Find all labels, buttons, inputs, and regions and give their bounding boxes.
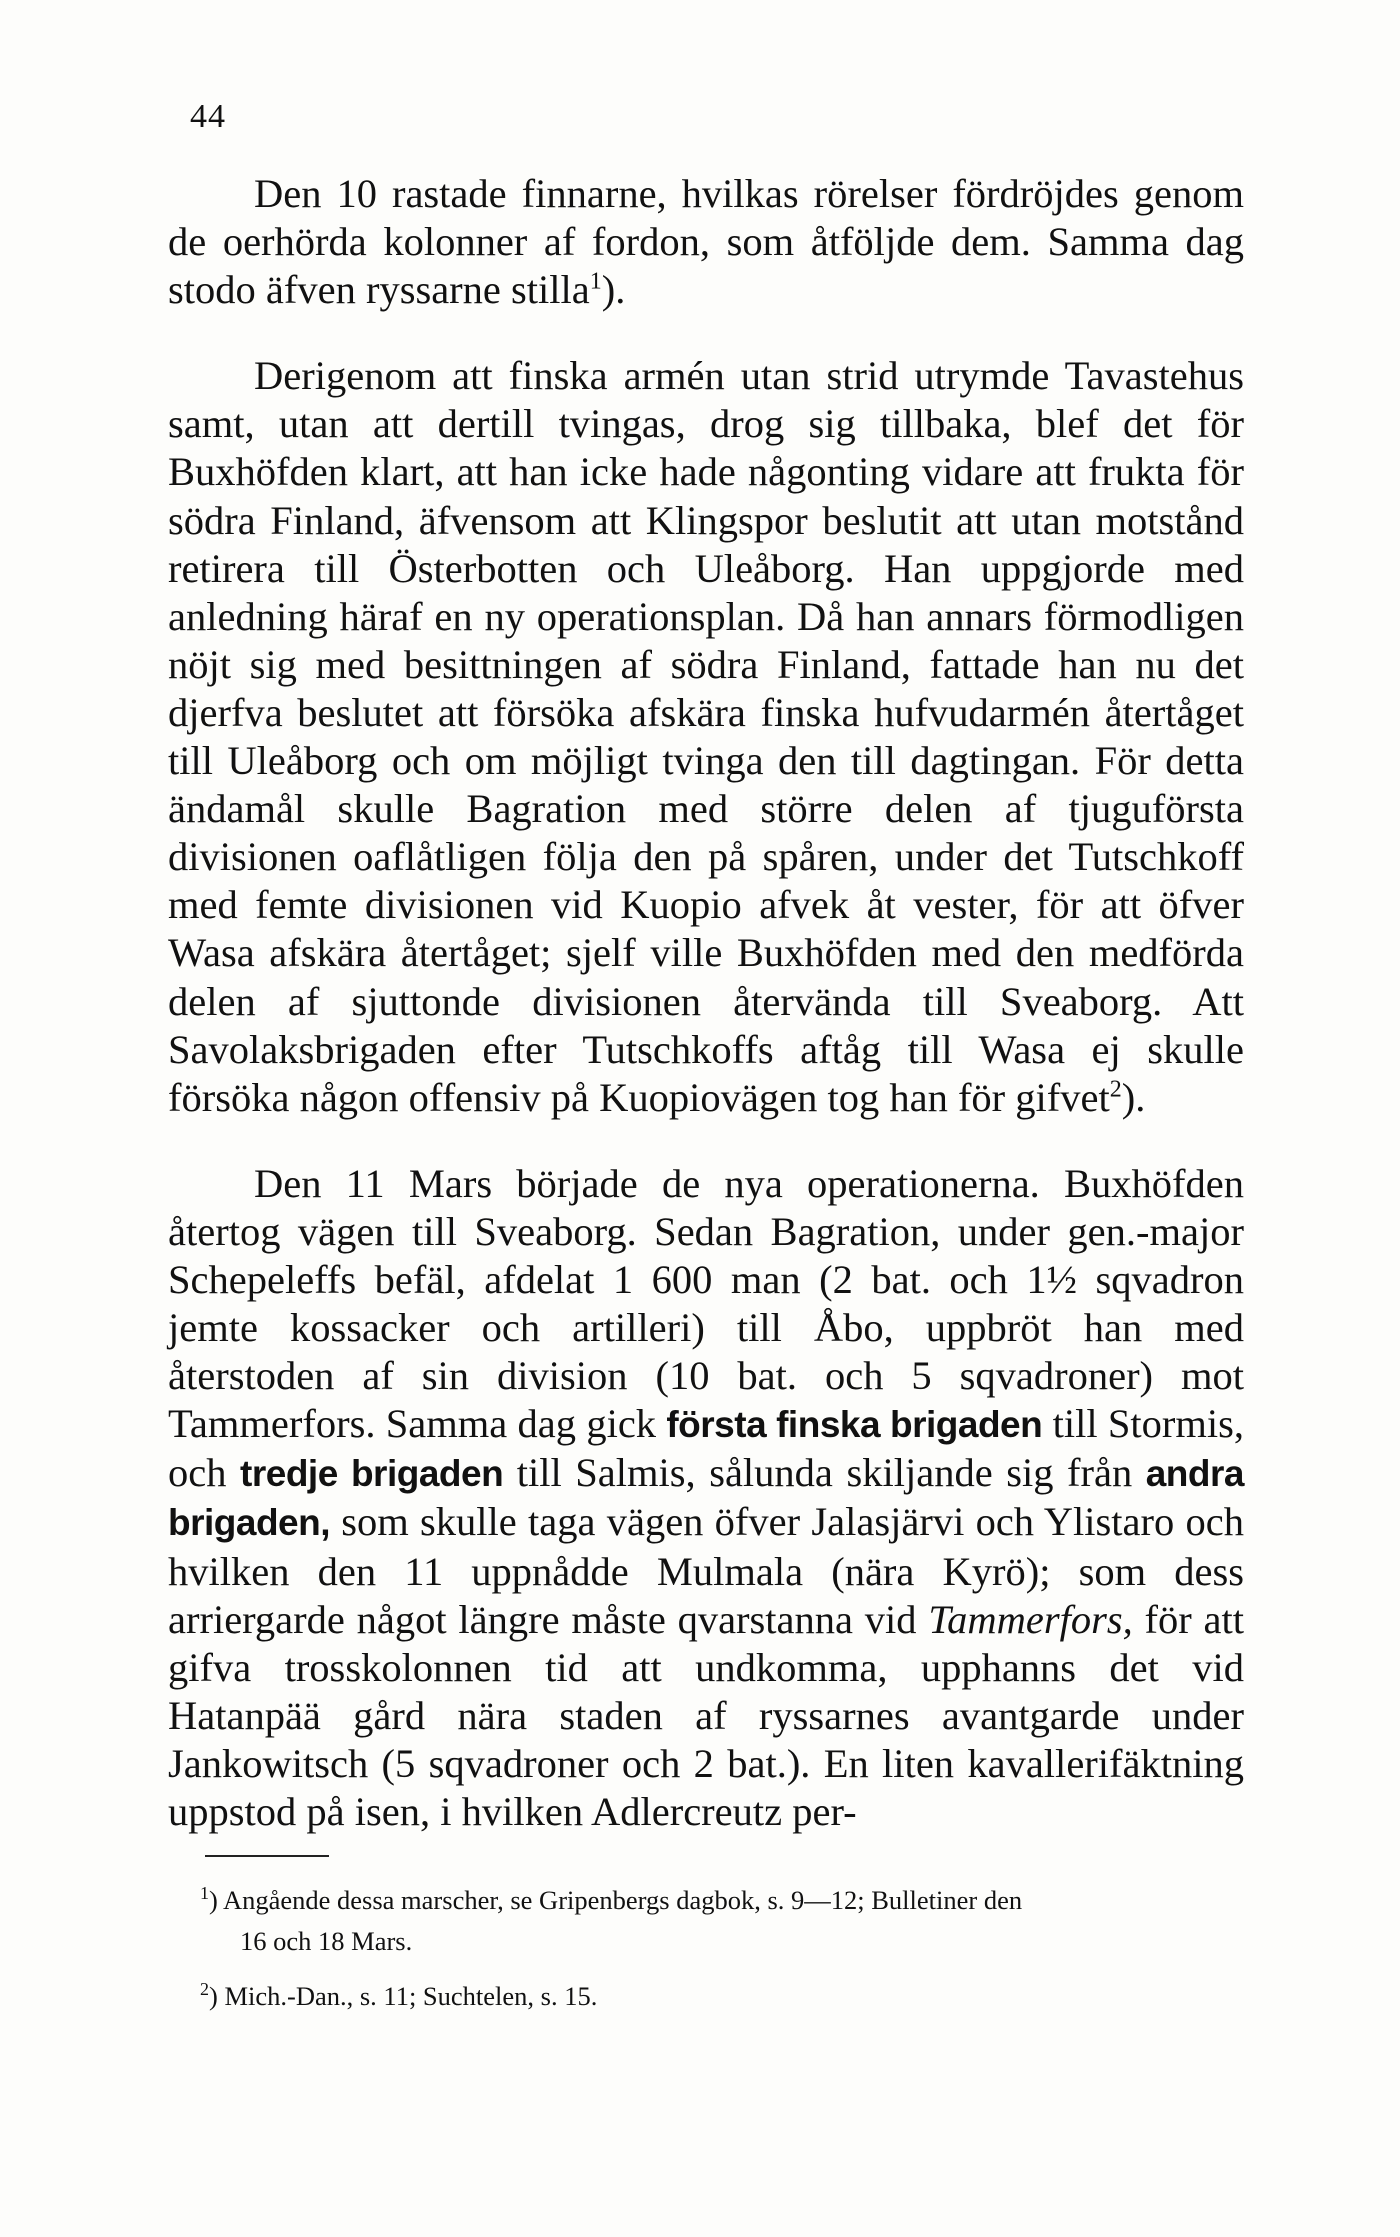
paragraph-3-text-c: till Stormis, och (168, 1401, 1245, 1496)
paragraph-1-end: ). (601, 267, 626, 313)
paragraph-2-text: Derigenom att finska armén utan strid utrymde Tavastehus samt, utan att dertill tvingas, drog sig tillbaka, blef det för Buxhöfden klart, att han icke hade någonting vidare att frukta för södra Finland, äfvensom att Klingspor beslutit att utan motstånd retirera till Österbotten och Uleåborg. Han uppgjorde med anledning häraf en ny operationsplan. Då han annars förmodligen nöjt sig med besittningen af södra Finland, fattade han nu det djerfva beslutet att försöka afskära finska hufvudarmén återtåget till Uleåborg och om möjligt tvinga den till dagtingan. För detta ändamål skulle Bagration med större delen af tjuguförsta divisionen oaflåtligen följa den på spåren, under det Tutschkoff med femte divisionen vid Kuopio afvek åt vester, för att öfver Wasa afskära återtåget; sjelf ville Buxhöfden med den medförda delen af sjuttonde divisionen återvända till Sveaborg. Att Savolaksbrigaden efter Tutschkoffs aftåg till Wasa ej skulle försöka någon offensiv på Kuopiovägen tog han för gifvet (168, 353, 1244, 1120)
footnote-divider (205, 1855, 329, 1857)
footnote-1-line1: ) Angående dessa marscher, se Gripenbergs dagbok, s. 9—12; Bulletiner den (209, 1885, 1023, 1915)
footnote-2-line1: ) Mich.-Dan., s. 11; Suchtelen, s. 15. (209, 1981, 598, 2011)
footnote-1-mark: 1 (200, 1883, 209, 1904)
paragraph-1-text: Den 10 rastade finnarne, hvilkas rörelser fördröjdes genom de oerhörda kolonner af fordon, som åtföljde dem. Samma dag stodo äfven ryssarne stilla (168, 171, 1244, 313)
footnote-1 (200, 1880, 1248, 1962)
footnote-ref-2[interactable]: 2 (1109, 1076, 1122, 1103)
footnote-1-line2: 16 och 18 Mars. (240, 1926, 413, 1956)
paragraph-3-text-f: för att gifva trosskolonnen tid att undkomma, upphanns det vid Hatanpää gård nära staden af ryssarnes avantgarde under Jankowitsch (5 sqvadroner och 2 bat.). En liten kavallerifäktning uppstod på isen, i hvilken Adlercreutz per- (168, 1596, 1245, 1834)
paragraph-3-text-e: som skulle taga vägen öfver Jalasjärvi och Ylistaro och hvilken den 11 uppnådde Mulmala (nära Kyrö); som dess arriergarde något längre måste qvarstanna vid (168, 1499, 1244, 1642)
paragraph-3-text-a: Den 11 Mars började de nya operationerna. Buxhöfden återtog vägen till Sveaborg. Sedan Bagration, under gen.-major Schepeleffs befäl, afdelat 1 600 man (2 bat. och 1½ sqvadron jemte kossacker och artilleri) till Åbo, uppbröt han med återstoden af sin division (10 bat. och 5 sqvadroner) mot Tammerfors. Samma dag gick (168, 1160, 1244, 1447)
page-number: 44 (190, 98, 226, 135)
footnote-ref-1[interactable]: 1 (589, 268, 602, 295)
paragraph-1 (168, 170, 1244, 314)
italic-tammerfors: Tammerfors, (928, 1596, 1133, 1642)
paragraph-3 (168, 1160, 1244, 1836)
emphasis-third-brigade: tredje brigaden (240, 1453, 504, 1495)
paragraph-2-end: ). (1121, 1074, 1146, 1120)
footnotes (200, 1880, 1248, 2017)
emphasis-second-brigade: andra brigaden, (168, 1453, 1244, 1544)
paragraph-3-text-d: till Salmis, sålunda skiljande sig från (516, 1450, 1133, 1496)
emphasis-first-brigade: första finska brigaden (666, 1404, 1043, 1446)
footnote-2-mark: 2 (200, 1979, 209, 2000)
body-text (168, 170, 1244, 1836)
footnote-2 (200, 1976, 1248, 2017)
paragraph-2 (168, 352, 1244, 1122)
